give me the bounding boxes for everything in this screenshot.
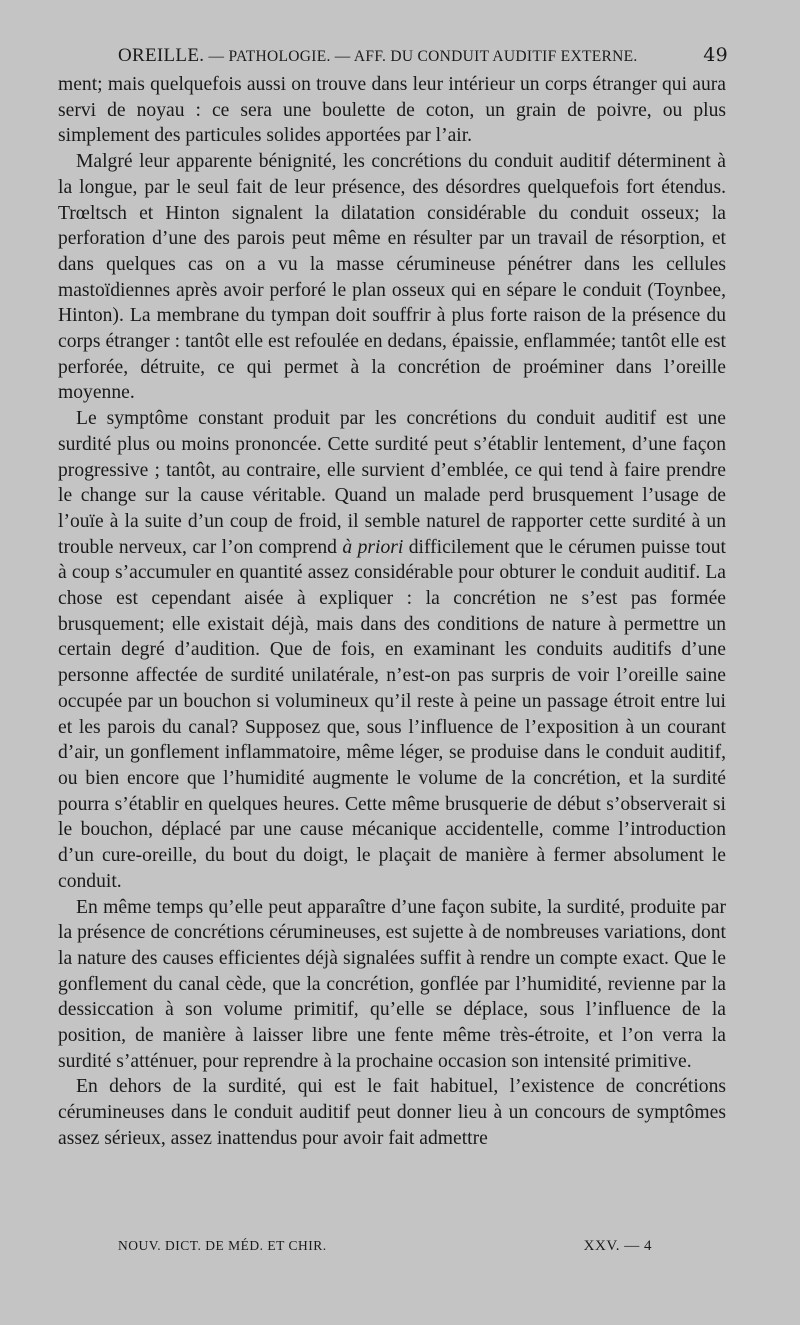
paragraph-3 bbox=[58, 406, 726, 894]
running-head-sub: — PATHOLOGIE. — AFF. DU CONDUIT AUDITIF EXTERNE. bbox=[204, 48, 638, 65]
footer-dictionary-title: NOUV. DICT. DE MÉD. ET CHIR. bbox=[118, 1238, 327, 1253]
paragraph-5: En dehors de la surdité, qui est le fait habituel, l’existence de concrétions cérumineuses dans le conduit auditif peut donner lieu à un concours de symptômes assez sérieux, assez inattendus pour avoir fait admettre bbox=[58, 1076, 726, 1149]
italic-a-priori: à priori bbox=[342, 536, 404, 558]
paragraph-4: En même temps qu’elle peut apparaître d’une façon subite, la surdité, produite par la présence de concrétions cérumineuses, est sujette à de nombreuses variations, dont la nature des causes efficientes déjà signalées suffit à rendre un compte exact. Que le gonflement du canal cède, que la concrétion, gonflée par l’humidité, revienne par la dessiccation à son volume primitif, qu’elle se déplace, sous l’influence de la position, de manière à laisser libre une fente même très-étroite, et l’on verra la surdité s’atténuer, pour reprendre à la prochaine occasion son intensité primitive. bbox=[58, 896, 726, 1072]
page-number: 49 bbox=[703, 44, 728, 66]
body-text bbox=[58, 72, 726, 1152]
paragraph-2: Malgré leur apparente bénignité, les concrétions du conduit auditif déterminent à la longue, par le seul fait de leur présence, des désordres quelquefois fort étendus. Trœltsch et Hinton signalent la dilatation considérable du conduit osseux; la perforation d’une des parois peut même en résulter par un travail de résorption, et dans quelques cas on a vu la masse cérumineuse pénétrer dans les cellules mastoïdiennes après avoir perforé le plan osseux qui en sépare le conduit (Toynbee, Hinton). La membrane du tympan doit souffrir à plus forte raison de la présence du corps étranger : tantôt elle est refoulée en dedans, épaissie, enflammée; tantôt elle est perforée, détruite, ce qui permet à la concrétion de proéminer dans l’oreille moyenne. bbox=[58, 151, 726, 404]
footer-signature-mark: XXV. — 4 bbox=[583, 1238, 652, 1254]
running-head-title bbox=[118, 45, 638, 67]
paragraph-3-part-b: difficilement que le cérumen puisse tout à coup s’accumuler en quantité assez considérable pour obturer le conduit auditif. La chose est cependant aisée à expliquer : la concrétion ne s’est pas formée brusquement; elle existait déjà, mais dans des conditions de nature à permettre un certain degré d’audition. Que de fois, en examinant les conduits auditifs d’une personne affectée de surdité unilatérale, n’est-on pas surpris de voir l’oreille saine occupée par un bouchon si volumineux qu’il reste à peine un passage étroit entre lui et les parois du canal? Supposez que, sous l’influence de l’exposition à un courant d’air, un gonflement inflammatoire, même léger, se produise dans le conduit auditif, ou bien encore que l’humidité augmente le volume de la concrétion, et la surdité pourra s’établir en quelques heures. Cette même brusquerie de début s’observerait si le bouchon, déplacé par une cause mécanique accidentelle, comme l’introduction d’un cure-oreille, du bout du doigt, le plaçait de manière à fermer absolument le conduit. bbox=[58, 536, 726, 892]
running-head-main: OREILLE. bbox=[118, 45, 205, 66]
signature-line bbox=[118, 1238, 652, 1255]
running-head bbox=[58, 44, 726, 72]
paragraph-3-part-a: Le symptôme constant produit par les concrétions du conduit auditif est une surdité plus ou moins prononcée. Cette surdité peut s’établir lentement, d’une façon progressive ; tantôt, au contraire, elle survient d’emblée, ce qui tend à faire prendre le change sur la cause véritable. Quand un malade perd brusquement l’usage de l’ouïe à la suite d’un coup de froid, il semble naturel de rapporter cette surdité à un trouble nerveux, car l’on comprend bbox=[58, 408, 726, 558]
paragraph-1: ment; mais quelquefois aussi on trouve dans leur intérieur un corps étranger qui aura servi de noyau : ce sera une boulette de coton, un grain de poivre, ou plus simplement des particules solides apportées par l’air. bbox=[58, 74, 726, 147]
